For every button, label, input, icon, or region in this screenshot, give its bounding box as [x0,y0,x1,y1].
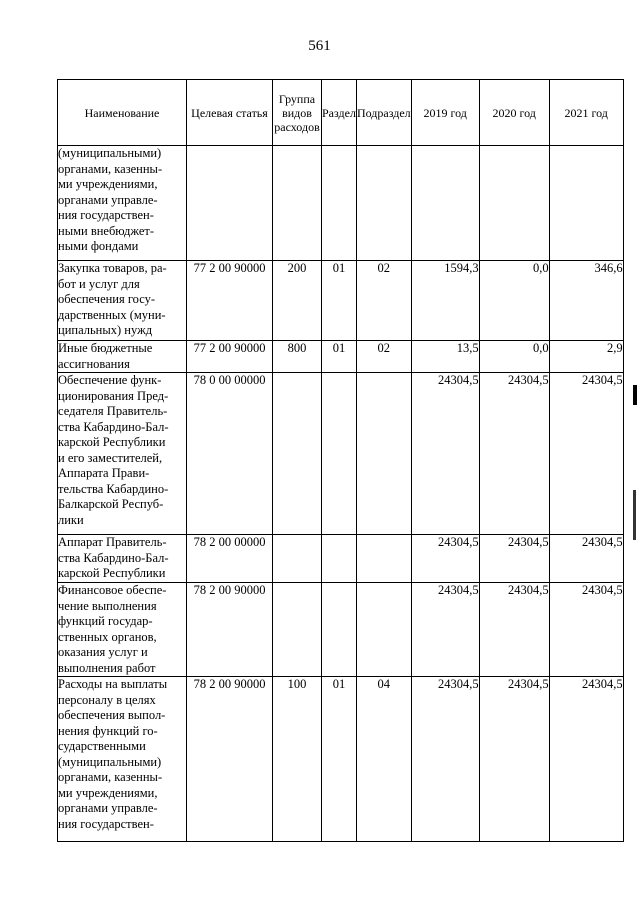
name-line: персоналу в целях [58,692,156,707]
cell-2019: 24304,5 [411,373,479,535]
cell-2019: 24304,5 [411,535,479,583]
name-line: Аппарата Прави- [58,466,150,480]
header-subsection: Подраздел [356,80,411,146]
name-line: ционирования Пред- [58,388,169,403]
name-line: Закупка товаров, ра- [58,261,167,275]
cell-2021: 24304,5 [549,583,623,677]
cell-2020: 0,0 [479,261,549,341]
name-line: ния государствен- [58,208,154,222]
table-row [58,341,624,373]
table-row [58,373,624,535]
header-2019: 2019 год [411,80,479,146]
cell-name [58,677,187,842]
name-line: карской Республики [58,566,166,580]
budget-table [57,79,624,842]
table-row [58,535,624,583]
name-line: органами управле- [58,801,158,815]
cell-group: 100 [273,677,322,842]
cell-section [322,535,357,583]
cell-2019: 1594,3 [411,261,479,341]
cell-2019: 13,5 [411,341,479,373]
cell-target: 78 2 00 90000 [187,583,273,677]
name-line: сударственными [58,739,146,753]
header-name: Наименование [58,80,187,146]
cell-target: 78 0 00 00000 [187,373,273,535]
table-row [58,146,624,261]
name-line: выполнения работ [58,660,156,675]
cell-2021 [549,146,623,261]
cell-2020: 24304,5 [479,583,549,677]
cell-subsection: 02 [356,261,411,341]
cell-name [58,535,187,583]
cell-2020: 0,0 [479,341,549,373]
cell-group: 200 [273,261,322,341]
name-line: ными фондами [58,239,139,253]
cell-target [187,146,273,261]
cell-subsection: 04 [356,677,411,842]
name-line: органами управле- [58,192,158,207]
cell-section [322,146,357,261]
name-line: и его заместителей, [58,450,163,465]
cell-2020: 24304,5 [479,677,549,842]
name-line: ства Кабардино-Бал- [58,419,169,434]
name-line: карской Республики [58,435,166,449]
name-line: бот и услуг для [58,276,140,291]
name-line: ния государствен- [58,816,154,831]
name-line: органами, казенны- [58,161,163,176]
table-row [58,583,624,677]
cell-2019: 24304,5 [411,583,479,677]
cell-2021: 24304,5 [549,677,623,842]
table-row [58,261,624,341]
name-line: ственных органов, [58,629,157,644]
name-line: обеспечения госу- [58,292,156,306]
header-group: Группа видов расходов [273,80,322,146]
cell-name [58,261,187,341]
name-line: ными внебюджет- [58,223,155,238]
cell-2021: 24304,5 [549,535,623,583]
cell-section: 01 [322,341,357,373]
header-target: Целевая статья [187,80,273,146]
cell-target: 78 2 00 00000 [187,535,273,583]
cell-2020 [479,146,549,261]
cell-2021: 2,9 [549,341,623,373]
cell-subsection: 02 [356,341,411,373]
name-line: ства Кабардино-Бал- [58,550,169,565]
cell-name [58,583,187,677]
name-line: Финансовое обеспе- [58,583,167,597]
cell-2021: 346,6 [549,261,623,341]
cell-2020: 24304,5 [479,535,549,583]
name-line: Аппарат Правитель- [58,535,167,549]
cell-name [58,146,187,261]
cell-group [273,373,322,535]
name-line: Иные бюджетные [58,341,153,355]
scan-edge-mark [633,490,636,540]
name-line: седателя Правитель- [58,404,168,418]
cell-group [273,146,322,261]
page-number: 561 [308,38,331,54]
header-section: Раздел [322,80,357,146]
cell-group [273,583,322,677]
cell-target: 78 2 00 90000 [187,677,273,842]
cell-2019: 24304,5 [411,677,479,842]
cell-target: 77 2 00 90000 [187,261,273,341]
name-line: лики [58,512,84,527]
name-line: ципальных) нужд [58,323,153,337]
name-line: Расходы на выплаты [58,677,168,691]
cell-name [58,341,187,373]
header-2021: 2021 год [549,80,623,146]
cell-group [273,535,322,583]
name-line: дарственных (муни- [58,307,166,322]
name-line: ми учреждениями, [58,177,158,191]
cell-target: 77 2 00 90000 [187,341,273,373]
cell-subsection [356,535,411,583]
name-line: тельства Кабардино- [58,481,169,496]
cell-2021: 24304,5 [549,373,623,535]
scan-edge-mark [633,385,637,405]
cell-subsection [356,146,411,261]
cell-name [58,373,187,535]
name-line: (муниципальными) [58,146,162,160]
name-line: чение выполнения [58,598,157,613]
cell-section: 01 [322,677,357,842]
cell-2020: 24304,5 [479,373,549,535]
name-line: нения функций го- [58,723,158,738]
name-line: оказания услуг и [58,645,148,659]
table-body [58,146,624,842]
name-line: Обеспечение функ- [58,373,162,387]
name-line: органами, казенны- [58,770,163,784]
name-line: ми учреждениями, [58,785,158,800]
name-line: (муниципальными) [58,754,162,769]
name-line: Балкарской Респуб- [58,497,164,511]
header-row [58,80,624,146]
cell-section [322,373,357,535]
cell-2019 [411,146,479,261]
name-line: функций государ- [58,614,153,628]
table-row [58,677,624,842]
cell-section: 01 [322,261,357,341]
name-line: обеспечения выпол- [58,708,166,722]
header-2020: 2020 год [479,80,549,146]
cell-group: 800 [273,341,322,373]
cell-subsection [356,373,411,535]
cell-section [322,583,357,677]
cell-subsection [356,583,411,677]
name-line: ассигнования [58,356,130,371]
